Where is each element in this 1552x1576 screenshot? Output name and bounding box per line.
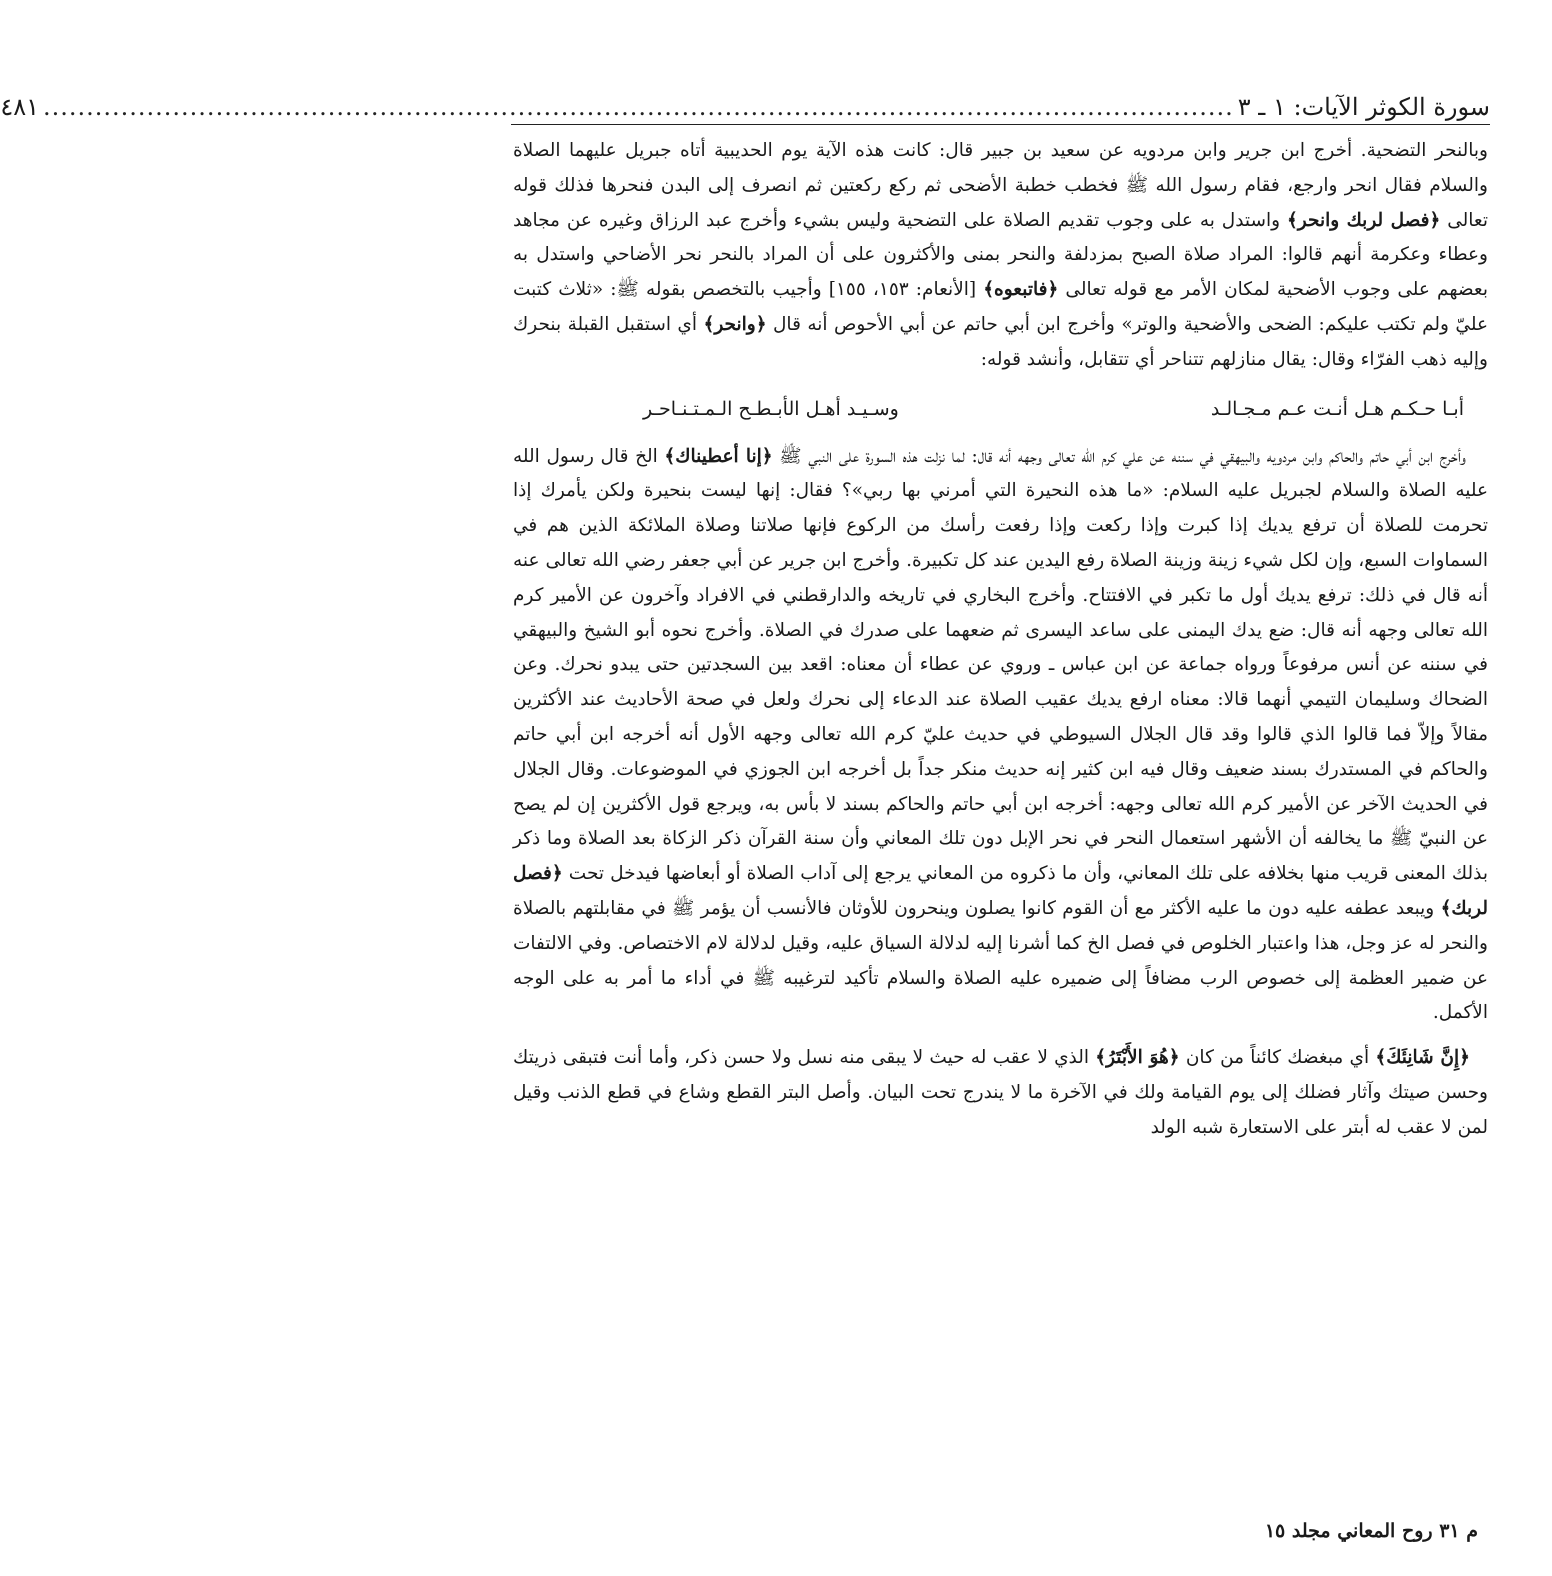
text-run: أي مبغضك كائناً من كان: [1179, 1047, 1376, 1069]
text-run: ويبعد عطفه عليه دون ما عليه الأكثر مع أن القوم كانوا يصلون وينحرون للأوثان فالأنسب أن يؤمر ﷺ في مقابلتهم بالصلاة والنحر له عز وجل، هذا واعتبار الخلوص في فصل الخ كما أشرنا إليه لدلالة السياق عليه، وقيل لدلالة لام الاختصاص. وفي الالتفات عن ضمير العظمة إلى خصوص الرب مضافاً إلى ضميره عليه الصلاة والسلام تأكيد لترغيبه ﷺ في أداء ما أمر به على الوجه الأكمل.: [513, 897, 1488, 1024]
main-text: [513, 134, 1488, 1146]
paragraph: [513, 1041, 1488, 1145]
second-hemistich: وسـيـد أهـل الأبـطـح الـمـتـنـاحـر: [643, 397, 899, 420]
leader-dots: ..........................................................................................................................................: [42, 93, 1234, 121]
header-rule: [511, 124, 1490, 125]
quran-quote: ﴿إِنَّ شَانِئَكَ﴾: [1375, 1047, 1470, 1069]
poetry-verse: [643, 392, 1464, 426]
text-run: واستدل به على وجوب تقديم الصلاة على التضحية وليس بشيء وأخرج عبد الرزاق وغيره عن مجاهد وعطاء وعكرمة أنهم قالوا: المراد صلاة الصبح بمزدلفة والنحر بمنى والأكثرون على أن المراد بالنحر نحر الأضاحي واستدل به بعضهم على وجوب الأضحية لمكان الأمر مع قوله تعالى: [513, 209, 1488, 301]
text-run: وبالنحر التضحية. أخرج ابن جرير وابن مردويه عن سعيد بن جبير قال: كانت هذه الآية يوم الحديبية أتاه جبريل عليهما الصلاة والسلام فقال انحر وارجع، فقام رسول الله ﷺ فخطب خطبة الأضحى ثم ركع ركعتين ثم انصرف إلى البدن فنحرها فذلك قوله تعالى: [513, 140, 1488, 231]
first-hemistich: أبـا حـكـم هـل أنـت عـم مـجـالـد: [1210, 397, 1464, 420]
quran-quote: ﴿إنا أعطيناك﴾: [664, 445, 773, 467]
paragraph: [513, 134, 1488, 378]
page-number: ٤٨١: [0, 93, 39, 121]
printer-signature: م ٣١ روح المعاني مجلد ١٥: [1264, 1520, 1478, 1542]
quran-quote: ﴿فصل لربك وانحر﴾: [1286, 209, 1441, 231]
text-run: أي استقبل القبلة بنحرك وإليه ذهب الفرّاء وقال: يقال منازلهم تتناحر أي تتقابل، وأنشد قوله:: [513, 313, 1488, 370]
running-header: [0, 86, 1490, 122]
quran-quote: ﴿فصل لربك﴾: [513, 863, 1488, 919]
paragraph: [513, 440, 1488, 1032]
quran-quote: ﴿هُوَ الأَبْتَرُ﴾: [1095, 1047, 1180, 1069]
quran-quote: ﴿وانحر﴾: [703, 313, 767, 335]
text-run: [الأنعام: ١٥٣، ١٥٥] وأجيب بالتخصص بقوله ﷺ: «ثلاث كتبت عليّ ولم تكتب عليكم: الضحى والأضحية والوتر» وأخرج ابن أبي حاتم عن أبي الأحوص أنه قال: [513, 279, 1488, 335]
text-run: الذي لا عقب له حيث لا يبقى منه نسل ولا حسن ذكر، وأما أنت فتبقى ذريتك وحسن صيتك وآثار فضلك إلى يوم القيامة ولك في الآخرة ما لا يندرج تحت البيان. وأصل البتر القطع وشاع في قطع الذنب وقيل لمن لا عقب له أبتر على الاستعارة شبه الولد: [513, 1047, 1488, 1138]
text-run: الخ قال رسول الله عليه الصلاة والسلام لجبريل عليه السلام: «ما هذه النحيرة التي أمرني بها ربي»؟ فقال: إنها ليست بنحيرة ولكن يأمرك إذا تحرمت للصلاة أن ترفع يديك إذا كبرت وإذا ركعت وإذا رفعت رأسك من الركوع فإنها صلاتنا وصلاة الملائكة الذين هم في السماوات السبع، وإن لكل شيء زينة وزينة الصلاة رفع اليدين عند كل تكبيرة. وأخرج ابن جرير عن أبي جعفر رضي الله تعالى عنه أنه قال في ذلك: ترفع يديك أول ما تكبر في الافتتاح. وأخرج البخاري في تاريخه والدارقطني في الافراد وآخرون عن الأمير كرم الله تعالى وجهه أنه قال: ضع يدك اليمنى على ساعد اليسرى ثم ضعهما على صدرك في الصلاة. وأخرج نحوه أبو الشيخ والبيهقي في سننه عن أنس مرفوعاً ورواه جماعة عن ابن عباس ـ وروي عن عطاء أن معناه: اقعد بين السجدتين حتى يبدو نحرك. وعن الضحاك وسليمان التيمي أنهما قالا: معناه ارفع يديك عقيب الصلاة عند الدعاء إلى نحرك ولعل في صحة الأحاديث عند الأكثرين مقالاً وإلاّ فما قالوا الذي قالوا وقد قال الجلال السيوطي في حديث عليّ كرم الله تعالى وجهه الأول أنه أخرجه ابن أبي حاتم والحاكم في المستدرك بسند ضعيف وقال فيه ابن كثير إنه حديث منكر جداً بل أخرجه ابن الجوزي في الموضوعات. وقال الجلال في الحديث الآخر عن الأمير كرم الله تعالى وجهه: أخرجه ابن أبي حاتم والحاكم بسند لا بأس به، ويرجع قول الأكثرين إن لم يصح عن النبيّ ﷺ ما يخالفه أن الأشهر استعمال النحر في نحر الإبل دون تلك المعاني وأن سنة القرآن ذكر الزكاة بعد الصلاة وما ذكر بذلك المعنى قريب منها بخلافه على تلك المعاني، وأن ما ذكروه من المعاني يرجع إلى آداب الصلاة أو أبعاضها فيدخل تحت: [513, 445, 1488, 885]
text-run: وأخرج ابن أبي حاتم والحاكم وابن مردويه والبيهقي في سننه عن علي كرم الله تعالى وجهه أنه قال: لما نزلت هذه السورة على النبي ﷺ: [772, 445, 1466, 467]
quran-quote: ﴿فاتبعوه﴾: [983, 279, 1059, 301]
surah-title: سورة الكوثر الآيات: ١ ـ ٣: [1237, 93, 1490, 121]
